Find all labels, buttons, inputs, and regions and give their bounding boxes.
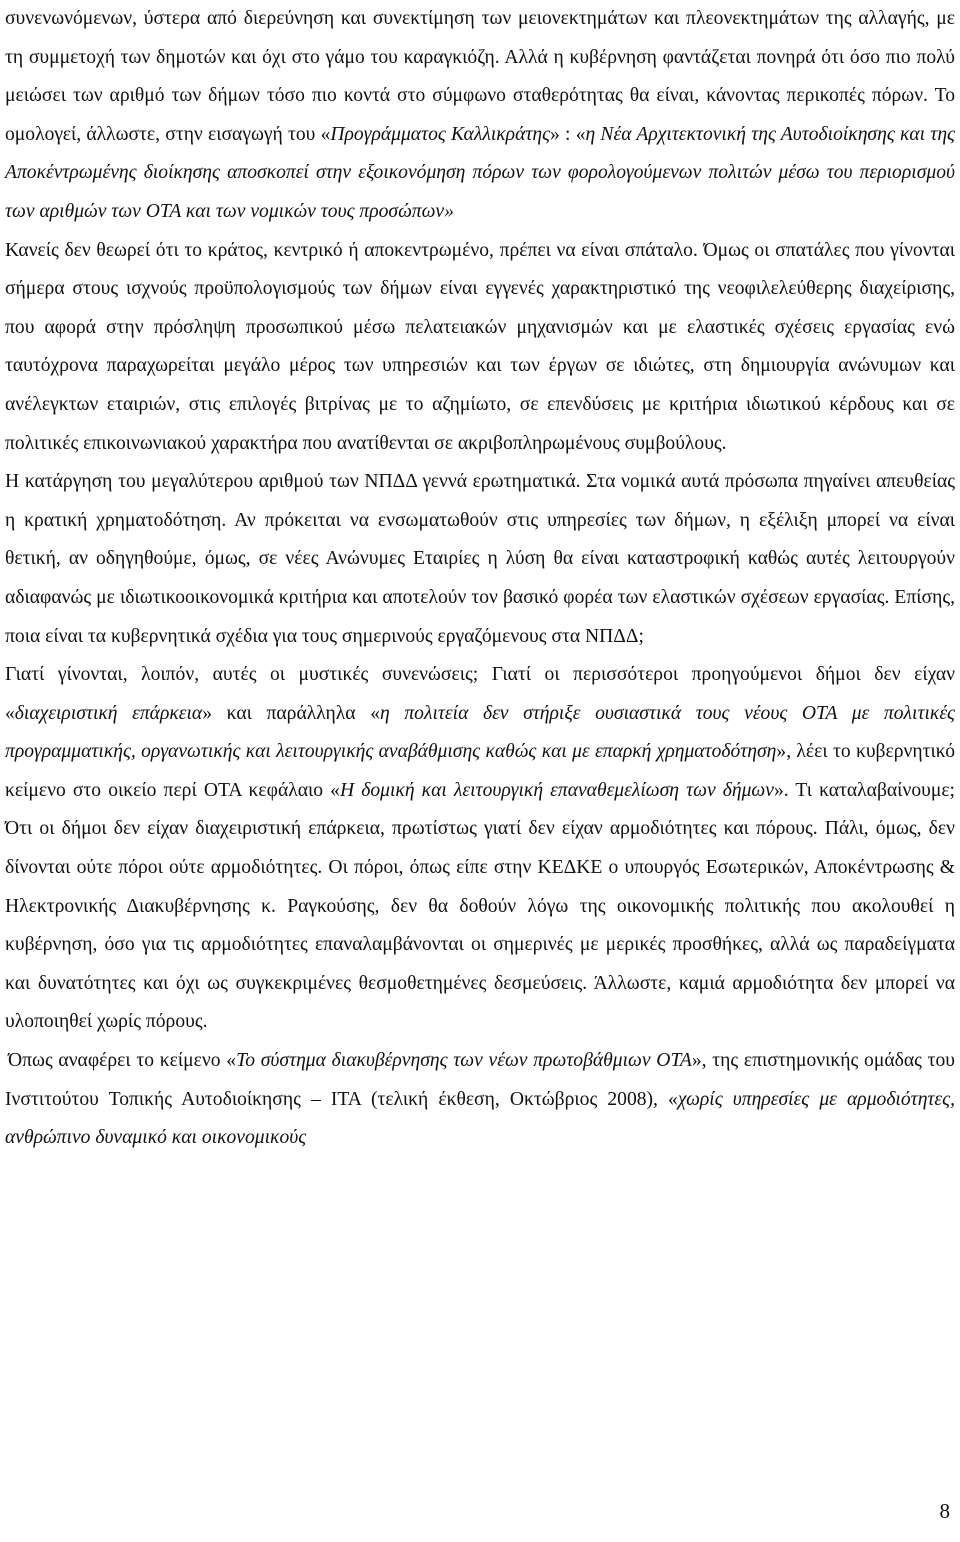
italic-quote: χωρίς υπηρεσίες με αρμοδιότητες, ανθρώπινο δυναμικό και οικονομικούς xyxy=(5,1088,955,1149)
italic-quote: η πολιτεία δεν στήριξε ουσιαστικά τους νέους ΟΤΑ με πολιτικές προγραμματικής, οργανωτικής και λειτουργικής αναβάθμισης καθώς και με επαρκή χρηματοδότηση xyxy=(5,702,955,763)
text-run: ». Τι καταλαβαίνουμε; Ότι οι δήμοι δεν είχαν διαχειριστική επάρκεια, πρωτίστως γιατί δεν είχαν αρμοδιότητες και πόρους. Πάλι, όμως, δεν δίνονται ούτε πόροι ούτε αρμοδιότητες. Οι πόροι, όπως είπε στην ΚΕΔΚΕ ο υπουργός Εσωτερικών, Αποκέντρωσης & Ηλεκτρονικής Διακυβέρνησης κ. Ραγκούσης, δεν θα δοθούν λόγω της οικονομικής πολιτικής που ακολουθεί η κυβέρνηση, όσο για τις αρμοδιότητες επαναλαμβάνονται οι σημερινές με μερικές προσθήκες, αλλά ως παραδείγματα και δυνατότητες και όχι ως συγκεκριμένες θεσμοθετημένες δεσμεύσεις. Άλλωστε, καμιά αρμοδιότητα δεν μπορεί να υλοποιηθεί χωρίς πόρους. xyxy=(5,779,955,1033)
text-run: » : « xyxy=(550,123,586,145)
italic-quote: Το σύστημα διακυβέρνησης των νέων πρωτοβάθμιων ΟΤΑ xyxy=(236,1050,692,1072)
paragraph-3 xyxy=(5,463,955,656)
text-run: συνενωνόμενων, ύστερα από διερεύνηση και συνεκτίμηση των μειονεκτημάτων και πλεονεκτημάτων της αλλαγής, με τη συμμετοχή των δημοτών και όχι στο γάμο του καραγκιόζη. Αλλά η κυβέρνηση φαντάζεται πονηρά ότι όσο πιο πολύ μειώσει των αριθμό των δήμων τόσο πιο κοντά στο σύμφωνο σταθερότητας θα είναι, κάνοντας περικοπές πόρων. Το ομολογεί, άλλωστε, στην εισαγωγή του « xyxy=(5,8,955,145)
text-run: Όπως αναφέρει το κείμενο « xyxy=(8,1050,237,1072)
italic-quote: η Νέα Αρχιτεκτονική της Αυτοδιοίκησης και της Αποκέντρωμένης διοίκησης αποσκοπεί στην εξοικονόμηση πόρων των φορολογούμενων πολιτών μέσω του περιορισμού των αριθμών των ΟΤΑ και των νομικών τους προσώπων» xyxy=(5,123,955,222)
text-run: Η κατάργηση του μεγαλύτερου αριθμού των ΝΠΔΔ γεννά ερωτηματικά. Στα νομικά αυτά πρόσωπα πηγαίνει απευθείας η κρατική χρηματοδότηση. Αν πρόκειται να ενσωματωθούν στις υπηρεσίες των δήμων, η εξέλιξη μπορεί να είναι θετική, αν οδηγηθούμε, όμως, σε νέες Ανώνυμες Εταιρίες η λύση θα είναι καταστροφική καθώς αυτές λειτουργούν αδιαφανώς με ιδιωτικοοικονομικά κριτήρια και αποτελούν τον βασικό φορέα των ελαστικών σχέσεων εργασίας. Επίσης, ποια είναι τα κυβερνητικά σχέδια για τους σημερινούς εργαζόμενους στα ΝΠΔΔ; xyxy=(5,471,955,647)
text-run: » και παράλληλα « xyxy=(202,702,380,724)
text-run: Γιατί γίνονται, λοιπόν, αυτές οι μυστικές συνενώσεις; Γιατί οι περισσότεροι προηγούμενοι δήμοι δεν είχαν « xyxy=(5,664,955,724)
italic-quote: Προγράμματος Καλλικράτης xyxy=(330,123,551,145)
paragraph-1 xyxy=(5,0,955,232)
text-run: », λέει το κυβερνητικό κείμενο στο οικείο περί ΟΤΑ κεφάλαιο « xyxy=(5,741,955,801)
paragraph-4 xyxy=(5,656,955,1042)
text-run: Κανείς δεν θεωρεί ότι το κράτος, κεντρικό ή αποκεντρωμένο, πρέπει να είναι σπάταλο. Όμως οι σπατάλες που γίνονται σήμερα στους ισχνούς προϋπολογισμούς των δήμων είναι εγγενές χαρακτηριστικό της νεοφιλελεύθερης διαχείρισης, που αφορά στην πρόσληψη προσωπικού μέσω πελατειακών μηχανισμών και με ελαστικές σχέσεις εργασίας ενώ ταυτόχρονα παραχωρείται μεγάλο μέρος των υπηρεσιών και των έργων σε ιδιώτες, στη δημιουργία ανώνυμων και ανέλεγκτων εταιριών, στις επιλογές βιτρίνας με το αζημίωτο, σε επενδύσεις με κριτήρια ιδιωτικού κέρδους και σε πολιτικές επικοινωνιακού χαρακτήρα που ανατίθενται σε ακριβοπληρωμένους συμβούλους. xyxy=(5,239,955,454)
paragraph-2 xyxy=(5,232,955,464)
page-number: 8 xyxy=(939,1499,950,1523)
paragraph-5 xyxy=(5,1042,955,1158)
italic-quote: Η δομική και λειτουργική επαναθεμελίωση των δήμων xyxy=(339,779,774,801)
document-body xyxy=(5,0,955,1158)
italic-quote: διαχειριστική επάρκεια xyxy=(14,702,203,724)
text-run: », της επιστημονικής ομάδας του Ινστιτούτου Τοπικής Αυτοδιοίκησης – ΙΤΑ (τελική έκθεση, Οκτώβριος 2008), « xyxy=(5,1050,955,1110)
